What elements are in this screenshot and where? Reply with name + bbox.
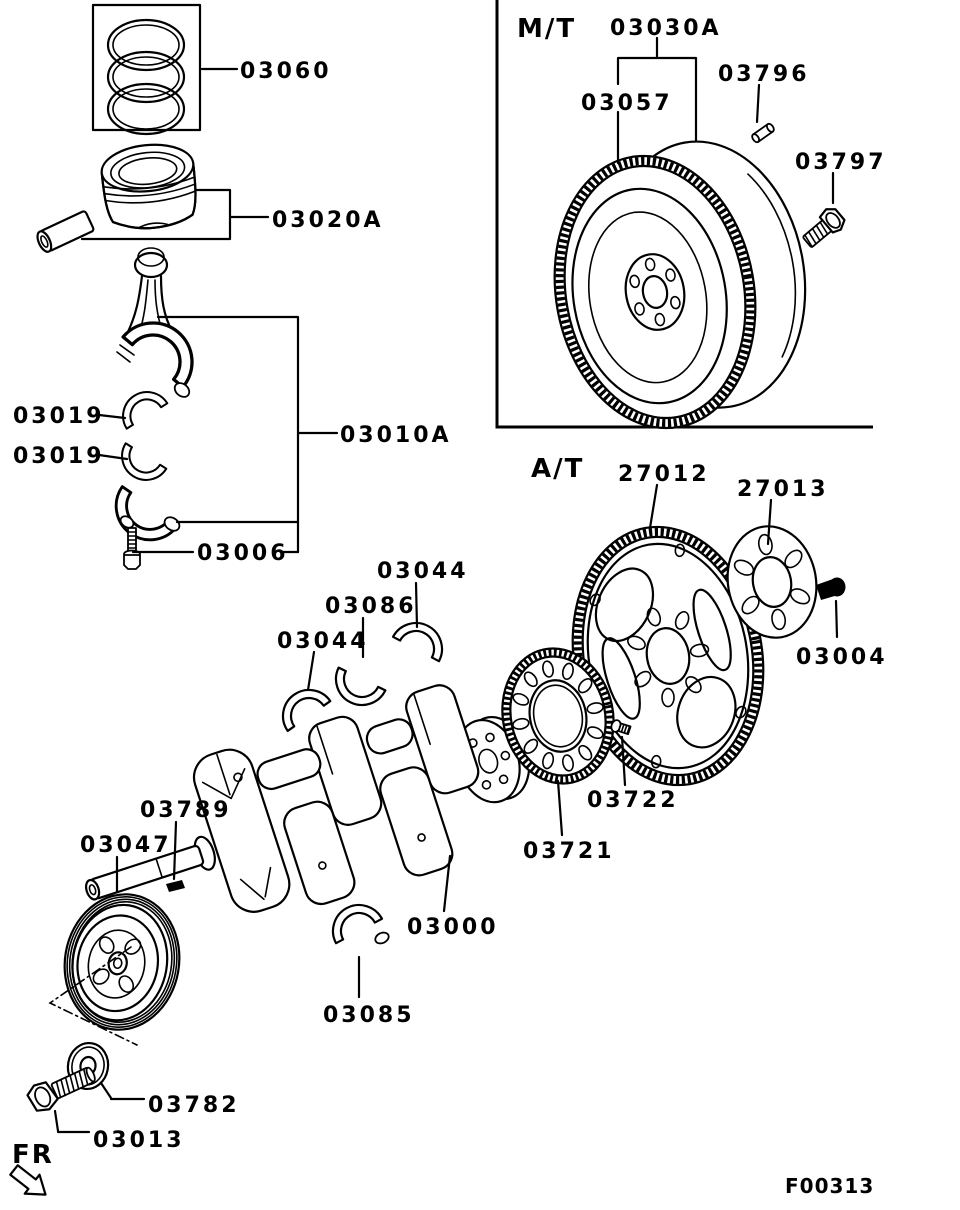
main-bearing-upper-rear-drawing [393,614,451,661]
part-label-main-bearing-center: 03086 [325,594,417,619]
part-label-piston-ring-set: 03060 [240,59,332,84]
part-label-crankshaft: 03000 [407,915,499,940]
part-label-flywheel-assembly: 03030A [610,16,722,41]
conrod-bearing-lower-drawing [113,443,166,489]
part-label-pulley-bolt: 03013 [93,1128,185,1153]
part-label-connecting-rod-bolt: 03006 [197,541,289,566]
conrod-bearing-upper-drawing [114,383,167,429]
part-label-conrod-bearing-upper: 03019 [13,404,105,429]
section-label-at: A/T [531,454,585,484]
conrod-cap-drawing [103,487,182,553]
part-label-crankshaft-key: 03789 [140,798,232,823]
part-label-main-bearing-upper-rear: 03044 [377,559,469,584]
part-label-main-bearing-lower: 03085 [323,1003,415,1028]
flywheel-drawing [533,126,828,444]
flywheel-pin-drawing [751,123,775,144]
part-label-pulley-washer: 03782 [148,1093,240,1118]
main-bearing-center-drawing [327,668,385,714]
part-label-connecting-rod: 03010A [340,423,452,448]
part-label-sensing-blade-bolt: 03722 [587,788,679,813]
piston-ring-set-drawing [93,5,200,134]
part-label-main-bearing-upper-front: 03044 [277,629,369,654]
part-label-conrod-bearing-lower: 03019 [13,444,105,469]
part-label-piston-kit: 03020A [272,208,384,233]
part-label-flywheel-pin: 03796 [718,62,810,87]
section-label-mt: M/T [517,14,577,44]
figure-code: F00313 [785,1174,875,1198]
main-bearing-lower-drawing [324,896,391,946]
part-label-sensing-blade: 03721 [523,839,615,864]
part-label-flywheel-bolt: 03797 [795,150,887,175]
part-label-crankshaft-pulley: 03047 [80,833,172,858]
piston-drawing [99,140,199,232]
flywheel-bolt-drawing [799,205,848,252]
front-marker-label: FR [12,1140,54,1170]
piston-pin-drawing [35,210,95,253]
part-label-drive-plate-bolt: 03004 [796,645,888,670]
part-label-drive-plate: 27012 [618,462,710,487]
crankshaft-pulley-drawing [54,885,190,1039]
connecting-rod-drawing [117,248,208,400]
part-label-flywheel-ring-gear: 03057 [581,91,673,116]
crankshaft-key-drawing [166,880,185,892]
drive-plate-bolt-drawing [816,578,846,601]
part-label-drive-plate-adapter: 27013 [737,477,829,502]
